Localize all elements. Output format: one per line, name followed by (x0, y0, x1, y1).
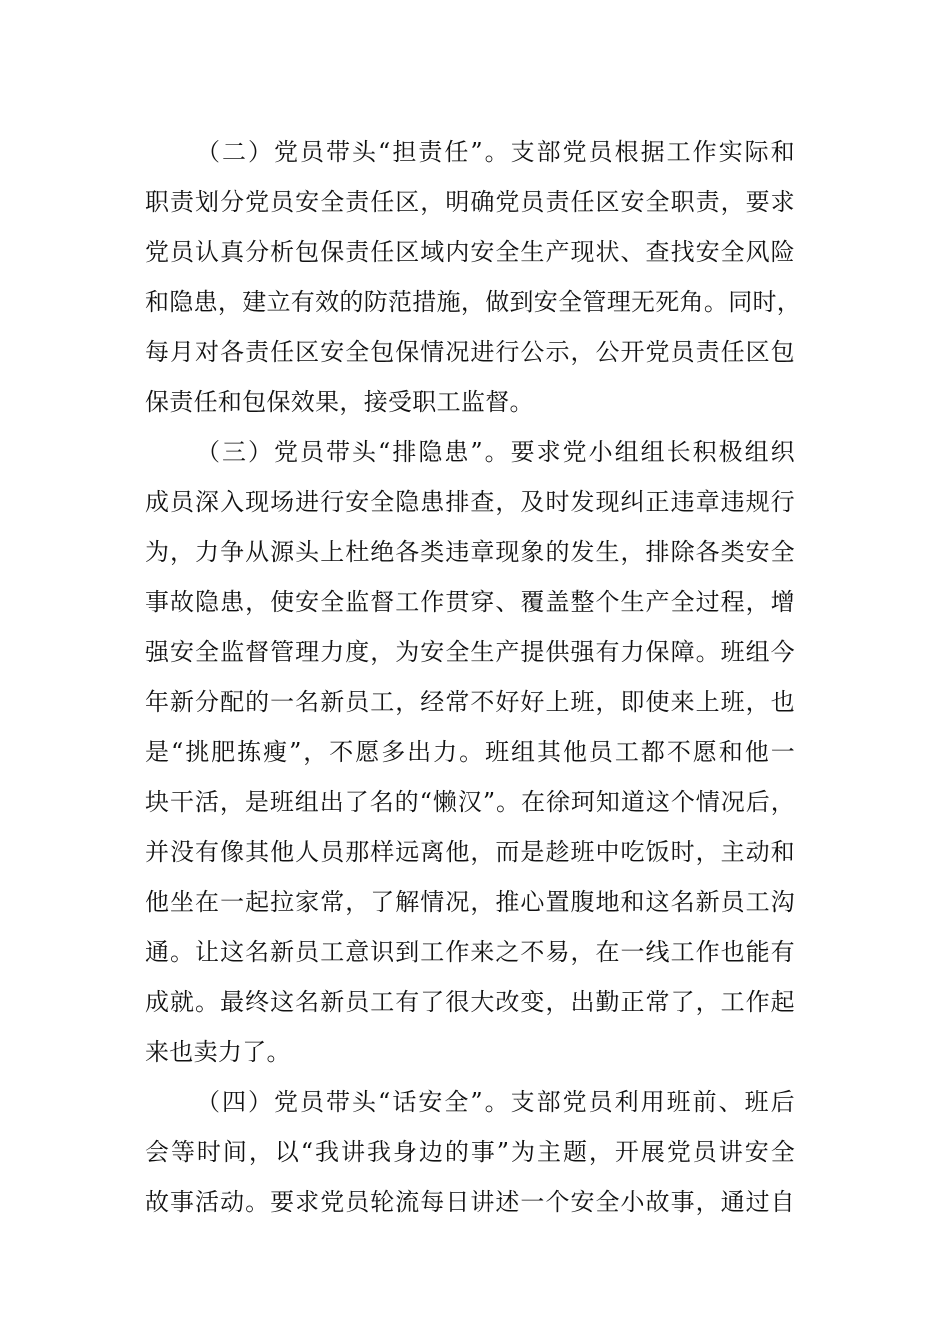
paragraph-3-line-3: 为，力争从源头上杜绝各类违章现象的发生，排除各类安全 (145, 538, 795, 566)
paragraph-2-line-6: 保责任和包保效果，接受职工监督。 (145, 388, 534, 416)
paragraph-3-line-1: （三）党员带头“排隐患”。要求党小组组长积极组织 (196, 438, 795, 466)
paragraph-2-line-2: 职责划分党员安全责任区，明确党员责任区安全职责，要求 (145, 188, 795, 216)
paragraph-2-line-4: 和隐患，建立有效的防范措施，做到安全管理无死角。同时， (145, 288, 802, 316)
paragraph-3-line-12: 成就。最终这名新员工有了很大改变，出勤正常了，工作起 (145, 988, 795, 1016)
paragraph-3-line-13: 来也卖力了。 (145, 1038, 291, 1066)
paragraph-4-line-1: （四）党员带头“话安全”。支部党员利用班前、班后 (196, 1088, 795, 1116)
paragraph-3-line-4: 事故隐患，使安全监督工作贯穿、覆盖整个生产全过程，增 (145, 588, 795, 616)
paragraph-3-line-2: 成员深入现场进行安全隐患排查，及时发现纠正违章违规行 (145, 488, 795, 516)
paragraph-3-line-6: 年新分配的一名新员工，经常不好好上班，即使来上班，也 (145, 688, 795, 716)
paragraph-3-line-11: 通。让这名新员工意识到工作来之不易，在一线工作也能有 (145, 938, 795, 966)
paragraph-4-line-3: 故事活动。要求党员轮流每日讲述一个安全小故事，通过自 (145, 1188, 795, 1216)
paragraph-3-line-7: 是“挑肥拣瘦”，不愿多出力。班组其他员工都不愿和他一 (145, 738, 795, 766)
paragraph-3-line-10: 他坐在一起拉家常，了解情况，推心置腹地和这名新员工沟 (145, 888, 795, 916)
paragraph-2-line-1: （二）党员带头“担责任”。支部党员根据工作实际和 (196, 138, 795, 166)
paragraph-3-line-5: 强安全监督管理力度，为安全生产提供强有力保障。班组今 (145, 638, 795, 666)
paragraph-4-line-2: 会等时间，以“我讲我身边的事”为主题，开展党员讲安全 (145, 1138, 795, 1166)
paragraph-2-line-5: 每月对各责任区安全包保情况进行公示，公开党员责任区包 (145, 338, 795, 366)
paragraph-3-line-9: 并没有像其他人员那样远离他，而是趁班中吃饭时，主动和 (145, 838, 795, 866)
paragraph-2-line-3: 党员认真分析包保责任区域内安全生产现状、查找安全风险 (145, 238, 795, 266)
paragraph-3-line-8: 块干活，是班组出了名的“懒汉”。在徐珂知道这个情况后， (145, 788, 795, 816)
